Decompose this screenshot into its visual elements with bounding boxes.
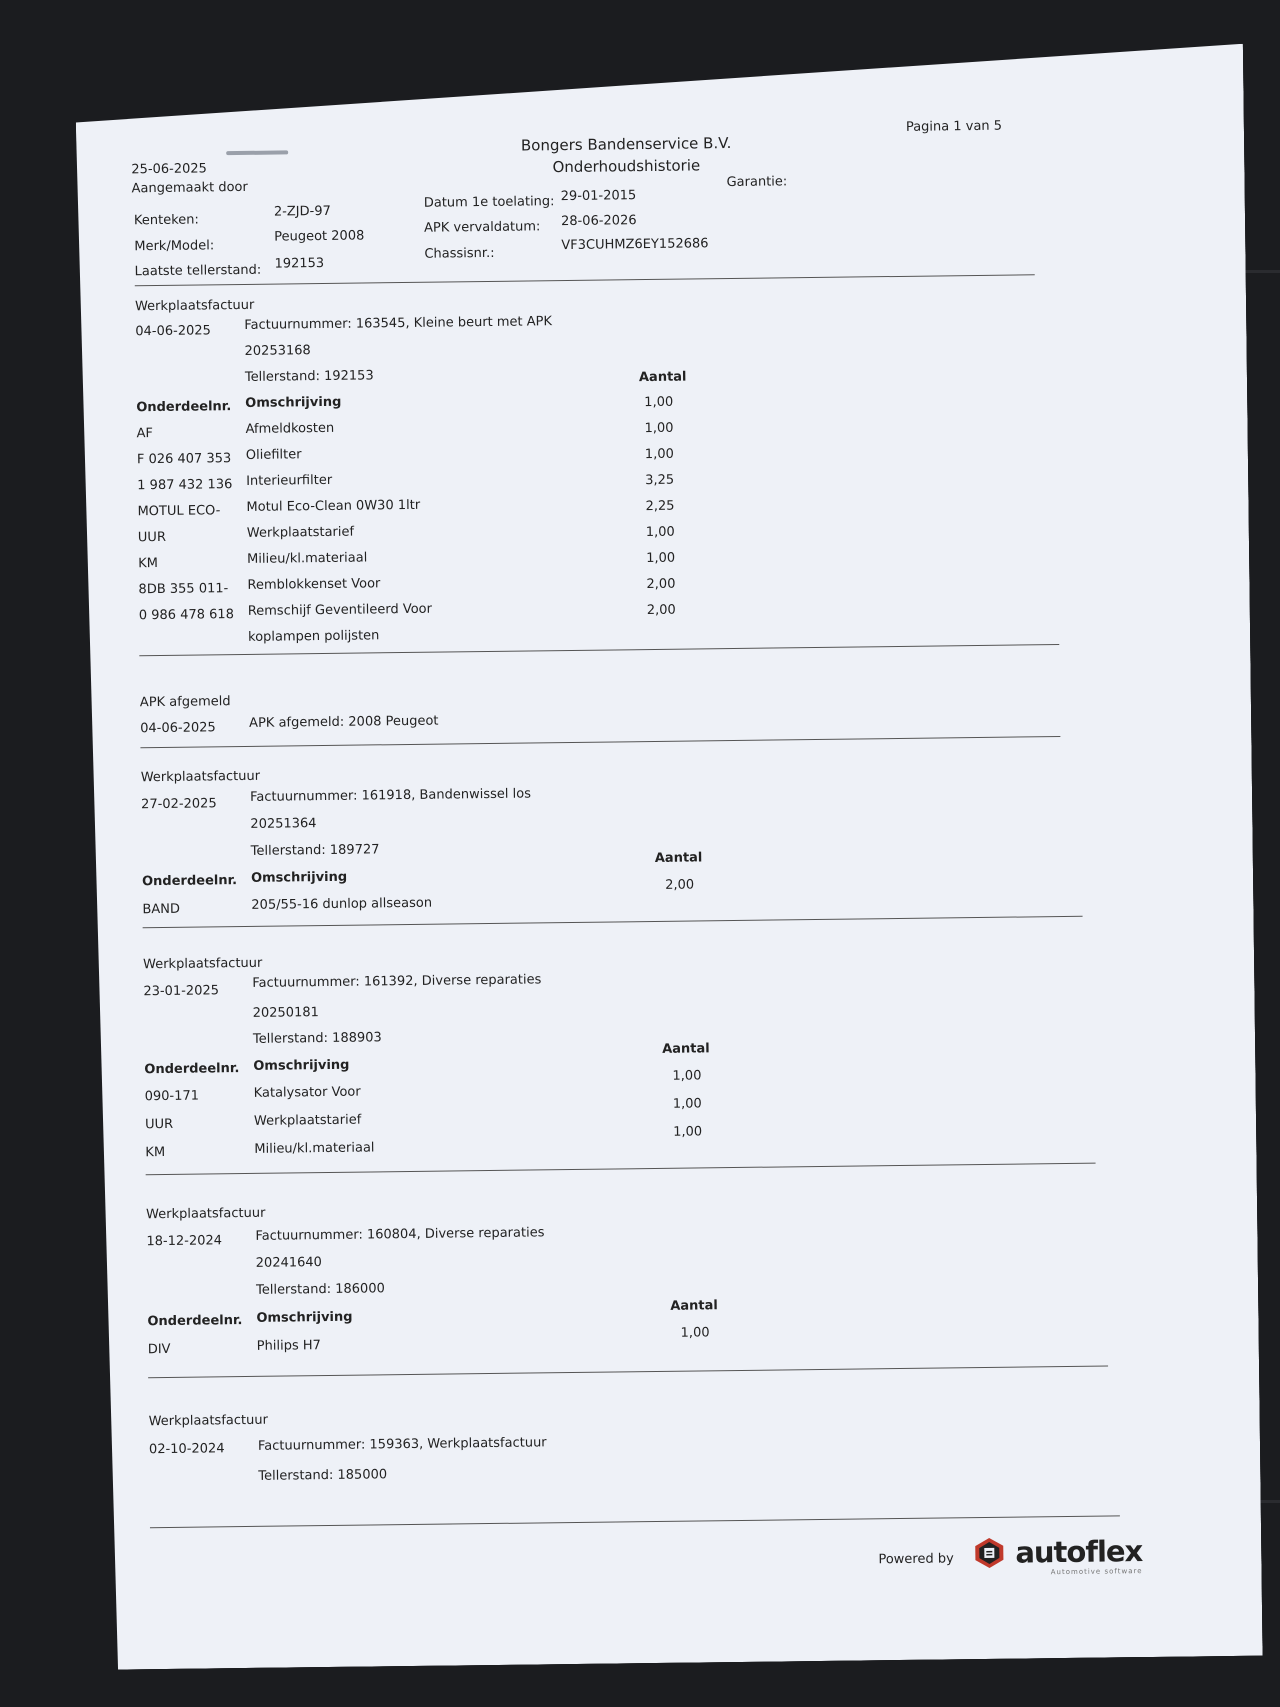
item-part: KM (145, 1144, 166, 1161)
record-teller: Tellerstand: 185000 (258, 1467, 388, 1484)
print-date: 25-06-2025 (131, 161, 208, 178)
created-by-label: Aangemaakt door (131, 179, 248, 197)
company-name: Bongers Bandenservice B.V. (520, 133, 732, 155)
record-date: 04-06-2025 (140, 720, 216, 737)
record-date: 23-01-2025 (143, 983, 220, 1000)
item-part: F 026 407 353 (136, 451, 232, 468)
item-qty: 1,00 (645, 524, 675, 541)
teller-value: 192153 (274, 255, 325, 272)
item-qty: 2,00 (646, 602, 676, 619)
item-qty: 2,25 (645, 498, 675, 515)
toelating-label: Datum 1e toelating: (423, 194, 555, 211)
divider (143, 916, 1083, 928)
column-header-partno: Onderdeelnr. (147, 1313, 243, 1330)
record-invoice: Factuurnummer: 160804, Diverse reparaties (255, 1225, 545, 1244)
record-teller: Tellerstand: 192153 (244, 368, 374, 385)
teller-label: Laatste tellerstand: (134, 262, 262, 280)
record-ref: 20253168 (244, 343, 311, 359)
divider (139, 644, 1059, 656)
column-header-qty: Aantal (654, 850, 703, 866)
merk-label: Merk/Model: (134, 238, 215, 255)
record-type: Werkplaatsfactuur (140, 768, 261, 786)
divider (135, 274, 1035, 286)
divider (148, 1365, 1108, 1378)
record-type: Werkplaatsfactuur (148, 1412, 268, 1430)
item-desc: Remblokkenset Voor (247, 576, 381, 593)
page-number: Pagina 1 van 5 (905, 118, 1003, 135)
record-invoice: APK afgemeld: 2008 Peugeot (249, 713, 439, 731)
record-ref: 20241640 (255, 1255, 322, 1271)
item-part: 1 987 432 136 (137, 477, 233, 494)
column-header-desc: Omschrijving (245, 394, 342, 411)
staple (226, 150, 288, 155)
item-part: 8DB 355 011- (138, 581, 229, 598)
autoflex-logo-icon (973, 1537, 1005, 1569)
autoflex-brand: autoflex (1015, 1533, 1143, 1570)
record-teller: Tellerstand: 186000 (255, 1281, 385, 1298)
item-desc: Oliefilter (245, 447, 302, 463)
item-desc: Werkplaatstarief (246, 524, 355, 541)
item-part: MOTUL ECO- (137, 503, 221, 520)
item-part: 0 986 478 618 (138, 607, 235, 624)
record-date: 04-06-2025 (135, 323, 211, 340)
item-qty: 1,00 (644, 394, 674, 411)
divider (140, 736, 1060, 748)
item-part: UUR (137, 529, 167, 546)
garantie-label: Garantie: (726, 174, 788, 191)
item-qty: 1,00 (673, 1124, 703, 1140)
record-ref: 20251364 (250, 816, 317, 832)
item-part: UUR (144, 1116, 174, 1133)
divider (150, 1515, 1120, 1528)
item-desc: 205/55-16 dunlop allseason (251, 895, 433, 913)
apk-label: APK vervaldatum: (424, 219, 541, 236)
item-qty: 1,00 (680, 1325, 710, 1341)
item-qty: 1,00 (672, 1096, 702, 1112)
item-desc: Milieu/kl.materiaal (254, 1140, 375, 1157)
item-desc: Motul Eco-Clean 0W30 1ltr (246, 497, 421, 515)
record-invoice: Factuurnummer: 159363, Werkplaatsfactuur (257, 1435, 547, 1454)
record-invoice: Factuurnummer: 161392, Diverse reparaties (252, 972, 542, 991)
item-part: DIV (147, 1341, 171, 1358)
kenteken-label: Kenteken: (133, 212, 199, 229)
item-qty: 3,25 (645, 472, 675, 489)
record-invoice: Factuurnummer: 163545, Kleine beurt met APK (244, 314, 553, 333)
item-desc: Philips H7 (256, 1338, 321, 1354)
apk-value: 28-06-2026 (560, 213, 637, 230)
item-desc: Werkplaatstarief (253, 1112, 362, 1129)
column-header-partno: Onderdeelnr. (136, 399, 232, 416)
document-page (75, 44, 1204, 1657)
divider (146, 1163, 1096, 1176)
item-desc: Katalysator Voor (253, 1084, 361, 1101)
column-header-desc: Omschrijving (250, 869, 348, 886)
column-header-desc: Omschrijving (253, 1057, 350, 1074)
item-desc: koplampen polijsten (248, 628, 380, 645)
record-invoice: Factuurnummer: 161918, Bandenwissel los (249, 786, 532, 805)
column-header-qty: Aantal (670, 1298, 718, 1314)
column-header-qty: Aantal (638, 369, 687, 386)
record-date: 02-10-2024 (148, 1441, 225, 1458)
record-teller: Tellerstand: 189727 (250, 842, 380, 859)
autoflex-tagline: Automotive software (1050, 1566, 1143, 1576)
record-teller: Tellerstand: 188903 (252, 1030, 382, 1047)
item-qty: 2,00 (665, 877, 695, 893)
column-header-partno: Onderdeelnr. (144, 1061, 240, 1078)
item-qty: 1,00 (644, 446, 674, 463)
item-desc: Milieu/kl.materiaal (247, 550, 368, 567)
item-part: BAND (142, 901, 181, 918)
item-part: 090-171 (144, 1088, 200, 1105)
item-qty: 2,00 (646, 576, 676, 593)
record-type: Werkplaatsfactuur (146, 1205, 266, 1223)
chassis-value: VF3CUHMZ6EY152686 (561, 236, 709, 254)
item-part: KM (138, 556, 159, 572)
record-type: Werkplaatsfactuur (142, 955, 263, 973)
merk-value: Peugeot 2008 (274, 228, 365, 245)
record-type: APK afgemeld (139, 694, 231, 711)
record-type: Werkplaatsfactuur (134, 297, 255, 315)
document-title: Onderhoudshistorie (552, 156, 701, 177)
item-desc: Interieurfilter (246, 472, 333, 489)
autoflex-logo (973, 1533, 1143, 1576)
kenteken-value: 2-ZJD-97 (273, 203, 331, 220)
chassis-label: Chassisnr.: (424, 245, 495, 262)
item-qty: 1,00 (644, 420, 674, 437)
item-desc: Afmeldkosten (245, 420, 335, 437)
item-qty: 1,00 (672, 1068, 702, 1084)
column-header-qty: Aantal (662, 1041, 710, 1057)
column-header-desc: Omschrijving (256, 1309, 353, 1326)
record-date: 27-02-2025 (141, 796, 217, 813)
item-qty: 1,00 (646, 550, 676, 567)
toelating-value: 29-01-2015 (560, 188, 637, 205)
item-part: AF (136, 426, 154, 442)
record-ref: 20250181 (252, 1005, 319, 1021)
powered-by-label: Powered by (878, 1551, 954, 1568)
item-desc: Remschijf Geventileerd Voor (247, 601, 433, 619)
record-date: 18-12-2024 (146, 1233, 223, 1250)
column-header-partno: Onderdeelnr. (141, 873, 238, 890)
